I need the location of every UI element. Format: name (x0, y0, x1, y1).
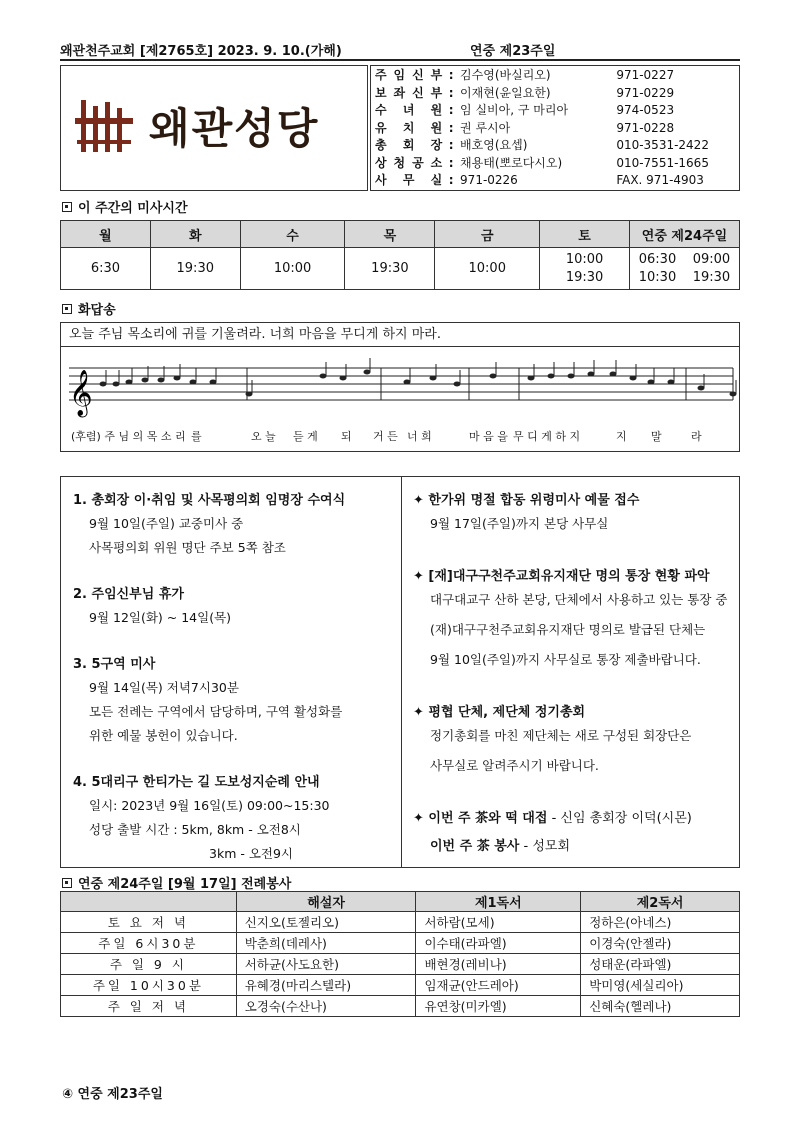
contact-colon: : (448, 85, 454, 100)
notice-line: (재)대구구천주교회유지재단 명의로 발급된 단체는 (430, 622, 706, 637)
hymn-lyric: 지 (616, 430, 627, 443)
hymn-lyric: 거 든 (373, 430, 398, 443)
serve-name: 박춘희(데레사) (236, 933, 416, 954)
notice-line: 3km - 오전9시 (209, 846, 294, 861)
serve-row (61, 912, 740, 933)
hymn-box (60, 322, 740, 452)
logo-text: 왜관성당 (149, 104, 320, 153)
notice-line: 모든 전례는 구역에서 담당하며, 구역 활성화를 (89, 704, 343, 719)
notice-divider (401, 477, 402, 867)
note-head (454, 382, 461, 387)
mass-section-title: 이 주간의 미사시간 (62, 197, 188, 216)
hymn-lyric: (후렴) 주 님 의 목 소 리 (71, 430, 186, 443)
notice-title: ✦ 평협 단체, 제단체 정기총회 (413, 705, 586, 720)
mass-day-header: 연중 제24주일 (629, 221, 739, 248)
notice-line: 정기총회를 마친 제단체는 새로 구성된 회장단은 (430, 728, 692, 743)
note-head (528, 376, 535, 381)
note-head (648, 380, 655, 385)
notice-box (60, 476, 740, 868)
note-head (246, 392, 253, 397)
contact-role: 상 청 공 소 (375, 155, 443, 170)
serve-name: 이경숙(안젤라) (581, 933, 740, 954)
contact-name: 채용태(뽀로다시오) (460, 155, 563, 170)
serve-name: 신지오(토젤리오) (236, 912, 416, 933)
note-head (490, 374, 497, 379)
notice-title: 3. 5구역 미사 (73, 657, 156, 672)
serve-name: 배현경(레비나) (416, 954, 581, 975)
mass-time-cell: 19:30 (345, 248, 435, 290)
hymn-verse: 오늘 주님 목소리에 귀를 기울려라. 너희 마음을 무디게 하지 마라. (61, 323, 739, 347)
note-head (548, 374, 555, 379)
serve-row (61, 996, 740, 1017)
serve-name: 임재균(안드레아) (416, 975, 581, 996)
note-head (668, 380, 675, 385)
contact-name: 배호영(요셉) (460, 138, 528, 152)
treble-clef-icon: 𝄞 (69, 370, 93, 416)
mass-schedule-table (60, 220, 740, 290)
notice-title: 4. 5대리구 한티가는 길 도보성지순례 안내 (73, 775, 320, 790)
mass-day-header: 월 (61, 221, 151, 248)
contact-colon: : (448, 173, 454, 187)
notice-line: 9월 17일(주일)까지 본당 사무실 (430, 516, 609, 531)
note-head (100, 382, 107, 387)
serve-time: 주일 6시30분 (61, 933, 237, 954)
sunday-title: 연중 제23주일 (470, 44, 556, 59)
notice-line: 9월 12일(화) ~ 14일(목) (89, 610, 232, 625)
notice-line: 9월 10일(주일)까지 사무실로 통장 제출바랍니다. (430, 652, 701, 667)
note-head (730, 392, 737, 397)
note-head (568, 374, 575, 379)
contact-row (375, 67, 735, 85)
note-head (404, 380, 411, 385)
notice-line: 사무실로 알려주시기 바랍니다. (430, 758, 599, 773)
note-head (698, 386, 705, 391)
contact-role: 수 녀 원 (375, 103, 443, 117)
mass-time-cell: 10:00 (435, 248, 540, 290)
contact-name: 이재현(윤일요한) (460, 85, 551, 100)
contact-row (375, 172, 735, 190)
mass-day-header: 금 (435, 221, 540, 248)
mass-day-header: 화 (150, 221, 240, 248)
issue-info: 왜관천주교회 [제2765호] 2023. 9. 10.(가해) (60, 44, 342, 59)
mass-day-header: 목 (345, 221, 435, 248)
contact-phone: 971-0228 (616, 120, 675, 135)
notice-line: 대구대교구 산하 본당, 단체에서 사용하고 있는 통장 중 (430, 592, 728, 607)
contact-row (375, 137, 735, 155)
contact-phone: FAX. 971-4903 (616, 173, 704, 187)
note-head (113, 382, 120, 387)
header-divider (60, 59, 740, 61)
serve-name: 신혜숙(헬레나) (581, 996, 740, 1017)
serve-name: 오경숙(수산나) (236, 996, 416, 1017)
serve-row (61, 933, 740, 954)
serve-row (61, 954, 740, 975)
notice-line: 성당 출발 시간 : 5km, 8km - 오전8시 (89, 822, 301, 837)
notice-title: 이번 주 茶 봉사 - 성모회 (430, 839, 571, 854)
contact-name: 971-0226 (460, 173, 518, 187)
hymn-lyric: 오 늘 (251, 430, 276, 443)
mass-time-cell: 6:30 (61, 248, 151, 290)
contact-role: 유 치 원 (375, 120, 443, 135)
notice-line: 9월 10일(주일) 교중미사 중 (89, 516, 244, 531)
serve-header: 제1독서 (416, 892, 581, 912)
note-head (364, 370, 371, 375)
mass-time-cell: 19:30 (150, 248, 240, 290)
notice-extra: - 신임 총회장 이덕(시몬) (547, 811, 692, 826)
note-head (126, 380, 133, 385)
serve-name: 정하은(아네스) (581, 912, 740, 933)
contact-colon: : (448, 138, 454, 152)
serve-time: 주 일 저 녁 (61, 996, 237, 1017)
notice-line: 9월 14일(목) 저녁7시30분 (89, 680, 239, 695)
notice-title: ✦ 이번 주 茶와 떡 대접 - 신임 총회장 이덕(시몬) (413, 811, 692, 826)
church-logo-icon (73, 96, 135, 156)
contact-role: 주 임 신 부 (375, 68, 443, 82)
serve-header: 해설자 (236, 892, 416, 912)
contact-colon: : (448, 103, 454, 117)
serve-table (60, 891, 740, 1017)
hymn-lyric: 라 (691, 430, 702, 443)
contact-name: 권 루시아 (460, 120, 511, 135)
hymn-lyric: 되 (341, 430, 352, 443)
notice-title: ✦ [재]대구구천주교회유지재단 명의 통장 현황 파악 (413, 569, 710, 584)
note-head (158, 378, 165, 383)
note-head (320, 374, 327, 379)
mass-time-cell: 06:30 09:00 10:30 19:30 (629, 248, 739, 290)
contact-row (375, 102, 735, 120)
note-head (630, 376, 637, 381)
notice-title: ✦ 한가위 명절 합동 위령미사 예물 접수 (413, 493, 640, 508)
hymn-lyric: 듣 게 (293, 430, 318, 443)
music-staff (61, 348, 739, 428)
hymn-lyric: 를 (191, 430, 202, 443)
hymn-lyric: 너 희 (407, 430, 432, 443)
page-footer: ④ 연중 제23주일 (62, 1087, 163, 1102)
notice-line: 위한 예물 봉헌이 있습니다. (89, 728, 238, 743)
contact-phone: 974-0523 (616, 103, 675, 117)
logo-box (60, 65, 368, 191)
serve-name: 유혜경(마리스텔라) (236, 975, 416, 996)
contact-colon: : (448, 120, 454, 135)
serve-header (61, 892, 237, 912)
note-head (610, 372, 617, 377)
contact-name: 김수영(바실리오) (460, 68, 551, 82)
note-head (210, 380, 217, 385)
notice-title: 1. 총회장 이·취임 및 사목평의회 임명장 수여식 (73, 493, 346, 508)
contact-phone: 010-7551-1665 (616, 155, 709, 170)
note-head (340, 376, 347, 381)
note-head (142, 378, 149, 383)
contact-role: 총 회 장 (375, 138, 443, 152)
mass-time-cell: 10:00 19:30 (540, 248, 630, 290)
note-head (190, 380, 197, 385)
serve-name: 유연창(미카엘) (416, 996, 581, 1017)
notice-line: 사목평의회 위원 명단 주보 5쪽 참조 (89, 540, 286, 555)
bulletin-header (60, 40, 740, 59)
serve-header: 제2독서 (581, 892, 740, 912)
serve-time: 토 요 저 녁 (61, 912, 237, 933)
contact-row (375, 155, 735, 173)
contact-phone: 971-0227 (616, 68, 675, 82)
note-head (430, 376, 437, 381)
contact-colon: : (448, 68, 454, 82)
serve-name: 서하람(모세) (416, 912, 581, 933)
notice-title: 2. 주임신부님 휴가 (73, 587, 184, 602)
serve-section-title: 연중 제24주일 [9월 17일] 전례봉사 (62, 873, 291, 892)
serve-name: 이수태(라파엘) (416, 933, 581, 954)
serve-time: 주 일 9 시 (61, 954, 237, 975)
mass-day-header: 토 (540, 221, 630, 248)
note-head (588, 372, 595, 377)
serve-time: 주일 10시30분 (61, 975, 237, 996)
hymn-lyric: 마 음 을 (469, 430, 508, 443)
notice-line: 일시: 2023년 9월 16일(토) 09:00~15:30 (89, 798, 330, 813)
contact-row (375, 120, 735, 138)
notice-extra: - 성모회 (519, 839, 571, 854)
serve-name: 서하균(사도요한) (236, 954, 416, 975)
contact-row (375, 85, 735, 103)
serve-row (61, 975, 740, 996)
hymn-lyric: 무 디 게 하 지 (513, 430, 581, 443)
contact-role: 보 좌 신 부 (375, 85, 443, 100)
contact-box (370, 65, 740, 191)
hymn-section-title: 화답송 (62, 299, 116, 318)
serve-name: 성태운(라파엘) (581, 954, 740, 975)
contact-name: 임 실비아, 구 마리아 (460, 103, 569, 117)
serve-header-row (61, 892, 740, 912)
mass-day-header: 수 (240, 221, 345, 248)
mass-time-cell: 10:00 (240, 248, 345, 290)
note-head (174, 376, 181, 381)
serve-name: 박미영(세실리아) (581, 975, 740, 996)
contact-role: 사 무 실 (375, 173, 443, 187)
contact-colon: : (448, 155, 454, 170)
contact-phone: 971-0229 (616, 85, 675, 100)
hymn-lyric: 말 (651, 430, 662, 443)
contact-phone: 010-3531-2422 (616, 138, 709, 152)
